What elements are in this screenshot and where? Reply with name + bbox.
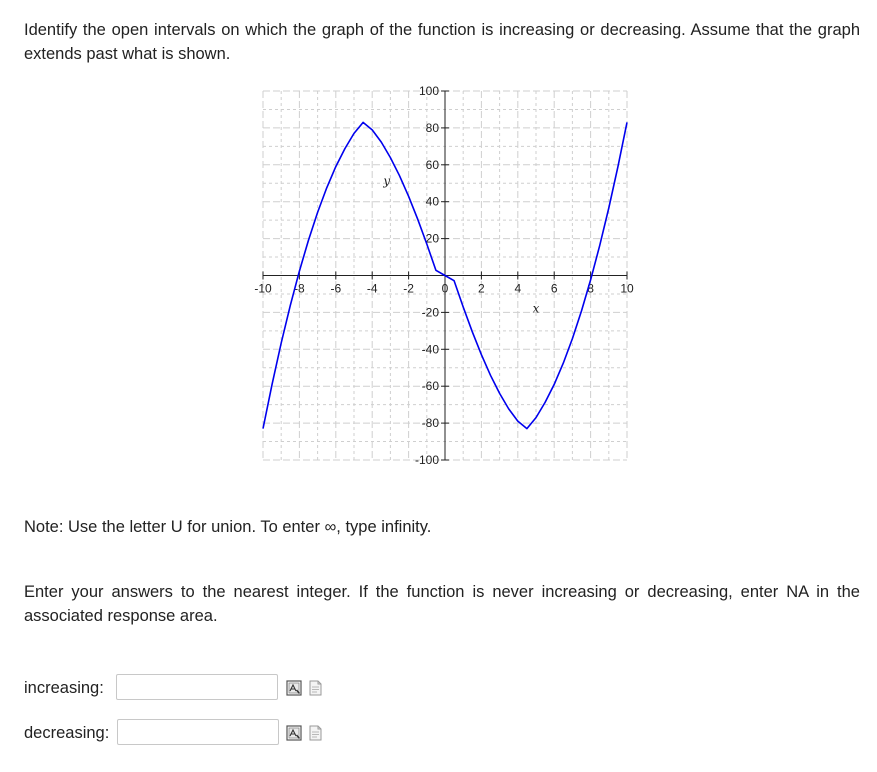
x-tick-label: -10 xyxy=(254,281,272,296)
x-tick-label: 0 xyxy=(441,281,449,296)
y-tick-label: 80 xyxy=(425,120,439,135)
answer-instructions: Enter your answers to the nearest integer. If the function is never increasing or decreasing, enter NA in the associated response area. xyxy=(24,583,860,625)
x-tick-label: 10 xyxy=(620,281,634,296)
y-axis-label: y xyxy=(383,174,391,189)
y-tick-label: -60 xyxy=(421,379,439,394)
preview-icon[interactable] xyxy=(307,725,323,741)
chart-svg xyxy=(245,80,645,470)
equation-editor-icon[interactable] xyxy=(286,725,302,741)
y-tick-label: -80 xyxy=(421,416,439,431)
x-tick-label: -2 xyxy=(403,281,414,296)
equation-editor-icon[interactable] xyxy=(286,680,302,696)
decreasing-label: decreasing: xyxy=(24,724,110,742)
increasing-input[interactable] xyxy=(116,674,278,700)
x-tick-label: 4 xyxy=(514,281,522,296)
y-tick-label: 100 xyxy=(418,84,439,98)
x-tick-label: -4 xyxy=(366,281,378,296)
x-axis-label: x xyxy=(532,301,540,316)
x-tick-label: 6 xyxy=(550,281,558,296)
x-tick-label: -8 xyxy=(294,281,305,296)
x-tick-label: 8 xyxy=(587,281,594,296)
question-prompt: Identify the open intervals on which the graph of the function is increasing or decreasing. Assume that the graph extends past what is shown. xyxy=(24,21,860,63)
x-tick-label: -6 xyxy=(330,281,342,296)
y-tick-label: 40 xyxy=(425,194,439,209)
increasing-label: increasing: xyxy=(24,679,104,697)
y-tick-label: -100 xyxy=(414,453,439,467)
x-tick-label: 2 xyxy=(478,281,485,296)
y-tick-label: 20 xyxy=(425,231,439,246)
preview-icon[interactable] xyxy=(307,680,323,696)
union-infinity-note: Note: Use the letter U for union. To enter ∞, type infinity. xyxy=(24,518,432,536)
y-tick-label: 60 xyxy=(425,157,439,172)
decreasing-input[interactable] xyxy=(117,719,279,745)
y-tick-label: -20 xyxy=(421,305,439,320)
function-graph xyxy=(245,80,645,470)
y-tick-label: -40 xyxy=(421,342,439,357)
